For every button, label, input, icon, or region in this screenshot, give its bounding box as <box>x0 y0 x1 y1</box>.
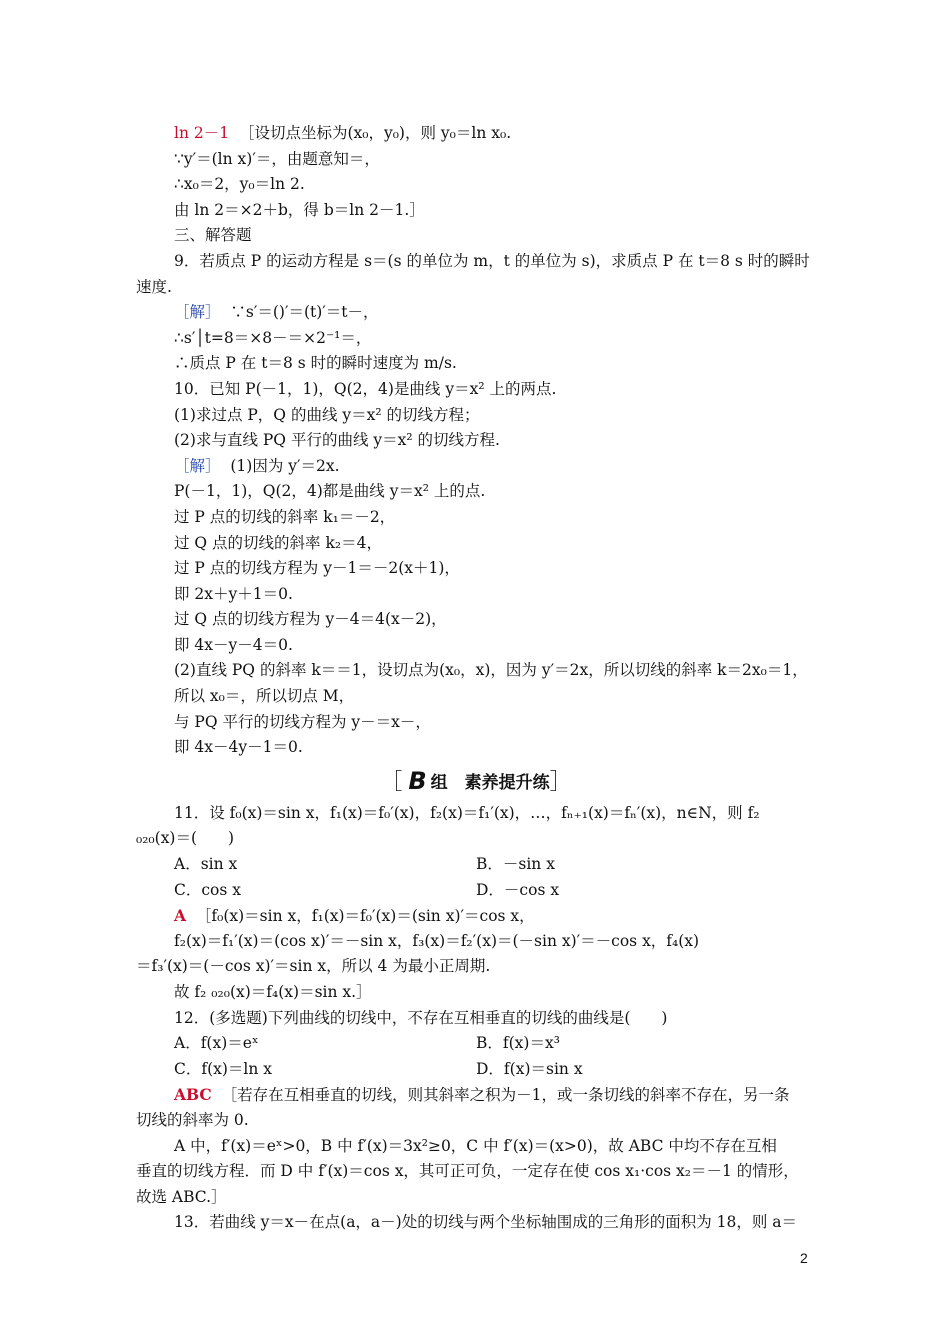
text-line: 过 Q 点的切线方程为 y－4＝4(x－2)， <box>174 610 447 629</box>
answer-label: ln 2－1 <box>174 124 230 142</box>
solution-9-line <box>136 300 816 326</box>
solution-text: (1)因为 y′＝2x. <box>230 456 340 475</box>
option-d: D．f(x)＝sin x <box>476 1059 583 1078</box>
text-line: ∴质点 P 在 t＝8 s 时的瞬时速度为 m/s. <box>174 354 457 373</box>
answer-11-line <box>136 903 816 929</box>
option-a: A．f(x)＝eˣ <box>174 1034 259 1053</box>
group-letter: B <box>408 766 427 795</box>
text-line: A 中，f′(x)＝eˣ>0，B 中 f′(x)＝3x²≥0，C 中 f′(x)＝(x>0)，故 ABC 中均不存在互相 <box>174 1136 777 1155</box>
section-heading: 三、解答题 <box>174 226 252 245</box>
question-12: 12．(多选题)下列曲线的切线中，不存在互相垂直的切线的曲线是( ) <box>174 1008 668 1027</box>
option-b: B．－sin x <box>476 855 555 874</box>
group-b-heading <box>136 761 816 801</box>
option-b: B．f(x)＝x³ <box>476 1034 560 1053</box>
text-line: 由 ln 2＝×2＋b，得 b＝ln 2－1.］ <box>174 200 425 219</box>
text-line: 所以 x₀＝，所以切点 M， <box>174 687 355 706</box>
page-number: 2 <box>800 1250 808 1266</box>
option-a: A．sin x <box>174 855 238 874</box>
solution-text: ∵s′＝()′＝(t)′＝t－， <box>230 303 379 322</box>
page-content <box>136 121 816 1236</box>
option-d: D．－cos x <box>476 880 560 899</box>
text-line: ∵y′＝(ln x)′＝，由题意知＝， <box>174 149 380 168</box>
answer-text: ［f₀(x)＝sin x，f₁(x)＝f₀′(x)＝(sin x)′＝cos x， <box>195 907 535 926</box>
group-title: 组 素养提升练 <box>430 773 550 794</box>
answer-label: A <box>174 906 187 926</box>
solution-label: ［解］ <box>174 303 221 322</box>
text-line: 即 4x－y－4＝0. <box>174 635 293 654</box>
options-row <box>136 1057 816 1083</box>
question-13: 13．若曲线 y＝x－在点(a，a－)处的切线与两个坐标轴围成的三角形的面积为 18，则 a＝ <box>174 1213 798 1232</box>
text-line: 与 PQ 平行的切线方程为 y－＝x－， <box>174 712 431 731</box>
text-line: 故选 ABC.］ <box>136 1187 227 1206</box>
bracket-close: ］ <box>549 770 572 796</box>
options-row <box>136 852 816 878</box>
text-line: (2)直线 PQ 的斜率 k＝＝1，设切点为(x₀，x)，因为 y′＝2x，所以切线的斜率 k＝2x₀＝1， <box>174 661 808 680</box>
answer-8-line <box>136 121 816 147</box>
text-line: 过 P 点的切线方程为 y－1＝－2(x＋1)， <box>174 559 460 578</box>
text-line: 过 P 点的切线的斜率 k₁＝－2， <box>174 507 396 526</box>
text-line: 过 Q 点的切线的斜率 k₂＝4， <box>174 533 382 552</box>
text-line: ₀₂₀(x)＝( ) <box>136 829 235 848</box>
question-11: 11．设 f₀(x)＝sin x，f₁(x)＝f₀′(x)，f₂(x)＝f₁′(x)，…，fₙ₊₁(x)＝fₙ′(x)，n∈N，则 f₂ <box>174 803 760 822</box>
text-line: 故 f₂ ₀₂₀(x)＝f₄(x)＝sin x.］ <box>174 983 372 1001</box>
answer-text: ［设切点坐标为(x₀，y₀)，则 y₀＝ln x₀. <box>238 124 512 142</box>
answer-12-line <box>136 1082 816 1108</box>
solution-10-line <box>136 454 816 480</box>
text-line: 垂直的切线方程．而 D 中 f′(x)＝cos x，其可正可负，一定存在使 cos x₁·cos x₂＝－1 的情形， <box>136 1162 799 1181</box>
question-9: 9．若质点 P 的运动方程是 s＝(s 的单位为 m，t 的单位为 s)，求质点 P 在 t＝8 s 时的瞬时 <box>174 251 810 270</box>
text-line: 即 4x－4y－1＝0. <box>174 738 303 757</box>
text-line: ∴x₀＝2，y₀＝ln 2. <box>174 175 305 194</box>
option-c: C．f(x)＝ln x <box>174 1059 273 1078</box>
text-line: ＝f₃′(x)＝(－cos x)′＝sin x，所以 4 为最小正周期. <box>136 957 491 976</box>
options-row <box>136 1031 816 1057</box>
options-row <box>136 878 816 904</box>
text-line: (2)求与直线 PQ 平行的曲线 y＝x² 的切线方程. <box>174 431 500 450</box>
question-10: 10．已知 P(－1，1)，Q(2，4)是曲线 y＝x² 上的两点. <box>174 379 557 398</box>
option-c: C．cos x <box>174 880 241 899</box>
answer-label: ABC <box>174 1085 212 1105</box>
text-line: 切线的斜率为 0. <box>136 1110 249 1129</box>
text-line: ∴s′│t=8＝×8－＝×2⁻¹＝， <box>174 328 372 347</box>
text-line: (1)求过点 P，Q 的曲线 y＝x² 的切线方程； <box>174 405 480 424</box>
solution-label: ［解］ <box>174 456 221 475</box>
answer-text: ［若存在互相垂直的切线，则其斜率之积为－1，或一条切线的斜率不存在，另一条 <box>221 1086 790 1105</box>
text-line: 即 2x＋y＋1＝0. <box>174 584 293 603</box>
text-line: 速度. <box>136 277 172 296</box>
text-line: f₂(x)＝f₁′(x)＝(cos x)′＝－sin x，f₃(x)＝f₂′(x)＝(－sin x)′＝－cos x，f₄(x) <box>174 931 700 950</box>
text-line: P(－1，1)，Q(2，4)都是曲线 y＝x² 上的点. <box>174 482 486 501</box>
bracket-open: ［ <box>380 770 403 796</box>
